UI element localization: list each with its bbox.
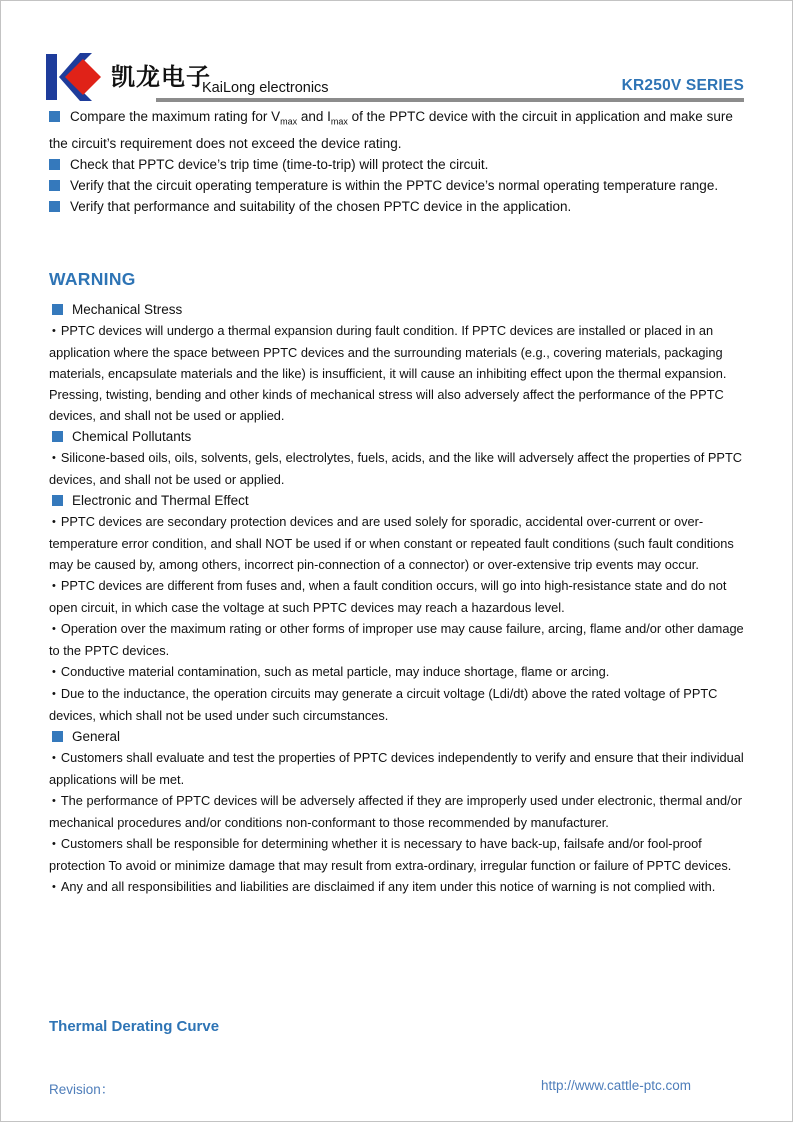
warning-bullet-text: PPTC devices are different from fuses and, when a fault condition occurs, will go into high-resistance state and do not open circuit, in which case the voltage at such PPTC devices may reach a hazardous level.	[49, 577, 727, 615]
checklist-item	[49, 106, 744, 154]
dot-bullet-icon: •	[52, 751, 56, 764]
warning-bullet-text: The performance of PPTC devices will be adversely affected if they are improperly used under electronic, thermal and/or mechanical procedures and/or conditions non-conformant to those recommended by manufacturer.	[49, 792, 743, 830]
imax-subscript: max	[330, 116, 348, 127]
warning-bullet-text: Customers shall be responsible for determining whether it is necessary to have back-up, failsafe and/or fool-proof protection To avoid or minimize damage that may result from extra-ordinary, irregular function or failure of PPTC devices.	[49, 835, 732, 873]
dot-bullet-icon: •	[52, 687, 56, 700]
section-heading-mechanical-stress	[49, 299, 744, 320]
checklist-item-text: Compare the maximum rating for $V_{max}$ and $I_{max}$ of the PPTC device with the circuit in application and make sure the circuit’s requirement does not exceed the device rating.	[49, 109, 733, 151]
dot-bullet-icon: •	[52, 451, 56, 464]
section-heading-general	[49, 726, 744, 747]
square-bullet-icon	[49, 201, 60, 212]
dot-bullet-icon: •	[52, 324, 56, 337]
warning-bullet	[49, 790, 744, 833]
warning-bullet	[49, 447, 744, 490]
square-bullet-icon	[49, 180, 60, 191]
logo-chinese-text: 凯龙电子	[111, 63, 211, 91]
section-heading-chemical-pollutants	[49, 426, 744, 447]
square-bullet-icon	[49, 111, 60, 122]
warning-section	[49, 266, 744, 898]
square-bullet-icon	[52, 731, 63, 742]
square-bullet-icon	[52, 431, 63, 442]
section-heading-text: Mechanical Stress	[72, 301, 183, 317]
revision-label: Revision：	[49, 1081, 115, 1097]
warning-bullet-text: Customers shall evaluate and test the properties of PPTC devices independently to verify and ensure that their individual applications will be met.	[49, 749, 744, 787]
dot-bullet-icon: •	[52, 579, 56, 592]
warning-bullet	[49, 833, 744, 876]
dot-bullet-icon: •	[52, 880, 56, 893]
warning-bullet	[49, 747, 744, 790]
square-bullet-icon	[52, 304, 63, 315]
vmax-subscript: max	[280, 116, 298, 127]
dot-bullet-icon: •	[52, 622, 56, 635]
warning-bullet	[49, 683, 744, 726]
checklist-item	[49, 154, 744, 175]
series-title: KR250V SERIES	[621, 77, 744, 94]
thermal-derating-curve-title: Thermal Derating Curve	[49, 1017, 220, 1035]
checklist-item-text: Verify that the circuit operating temperature is within the PPTC device’s normal operating temperature range.	[70, 177, 719, 193]
warning-bullet-text: Due to the inductance, the operation circuits may generate a circuit voltage (Ldi/dt) above the rated voltage of PPTC devices, which shall not be used under such circumstances.	[49, 685, 718, 723]
page-header	[1, 1, 792, 101]
warning-bullet	[49, 618, 744, 661]
warning-bullet-text: PPTC devices are secondary protection devices and are used solely for sporadic, accidental over-current or over-temperature error condition, and shall NOT be used if or when constant or repeated fault conditions (such fault conditions may be caused by, among others, incorrect pin-connection of a connector) or over-extensive trip events may occur.	[49, 513, 734, 572]
square-bullet-icon	[52, 495, 63, 506]
section-heading-text: Chemical Pollutants	[72, 428, 192, 444]
section-heading-text: General	[72, 728, 121, 744]
logo-company-text: KaiLong electronics	[202, 80, 329, 96]
warning-bullet	[49, 575, 744, 618]
kailong-logo-icon	[46, 51, 106, 103]
checklist	[49, 106, 744, 217]
square-bullet-icon	[49, 159, 60, 170]
dot-bullet-icon: •	[52, 794, 56, 807]
checklist-item-text: Check that PPTC device’s trip time (time-to-trip) will protect the circuit.	[70, 156, 489, 172]
page-footer	[1, 1078, 792, 1100]
section-heading-electronic-thermal	[49, 490, 744, 511]
warning-bullet	[49, 661, 744, 683]
checklist-item	[49, 196, 744, 217]
warning-title: WARNING	[49, 268, 136, 289]
section-heading-text: Electronic and Thermal Effect	[72, 492, 249, 508]
checklist-item-text: Verify that performance and suitability of the chosen PPTC device in the application.	[70, 198, 572, 214]
website-link[interactable]: http://www.cattle-ptc.com	[541, 1077, 692, 1093]
dot-bullet-icon: •	[52, 515, 56, 528]
warning-bullet	[49, 320, 744, 426]
warning-bullet	[49, 511, 744, 575]
warning-bullet-text: Any and all responsibilities and liabilities are disclaimed if any item under this notice of warning is not complied with.	[60, 878, 716, 894]
dot-bullet-icon: •	[52, 837, 56, 850]
warning-bullet-text: Conductive material contamination, such as metal particle, may induce shortage, flame or arcing.	[60, 663, 610, 679]
warning-bullet	[49, 876, 744, 898]
warning-bullet-text: Operation over the maximum rating or other forms of improper use may cause failure, arcing, flame and/or other damage to the PPTC devices.	[49, 620, 744, 658]
dot-bullet-icon: •	[52, 665, 56, 678]
warning-bullet-text: Silicone-based oils, oils, solvents, gels, electrolytes, fuels, acids, and the like will adversely affect the properties of PPTC devices, and shall not be used or applied.	[49, 449, 743, 487]
checklist-item	[49, 175, 744, 196]
warning-bullet-text: PPTC devices will undergo a thermal expansion during fault condition. If PPTC devices are installed or placed in an application where the space between PPTC devices and the surrounding materials (e.g., covering materials, packaging materials, encapsulate materials and the like) is insufficient, it will cause an inhibiting effect upon the thermal expansion. Pressing, twisting, bending and other kinds of mechanical stress will also adversely affect the performance of the PPTC devices, and shall not be used or applied.	[49, 322, 727, 423]
header-rule	[156, 98, 744, 102]
